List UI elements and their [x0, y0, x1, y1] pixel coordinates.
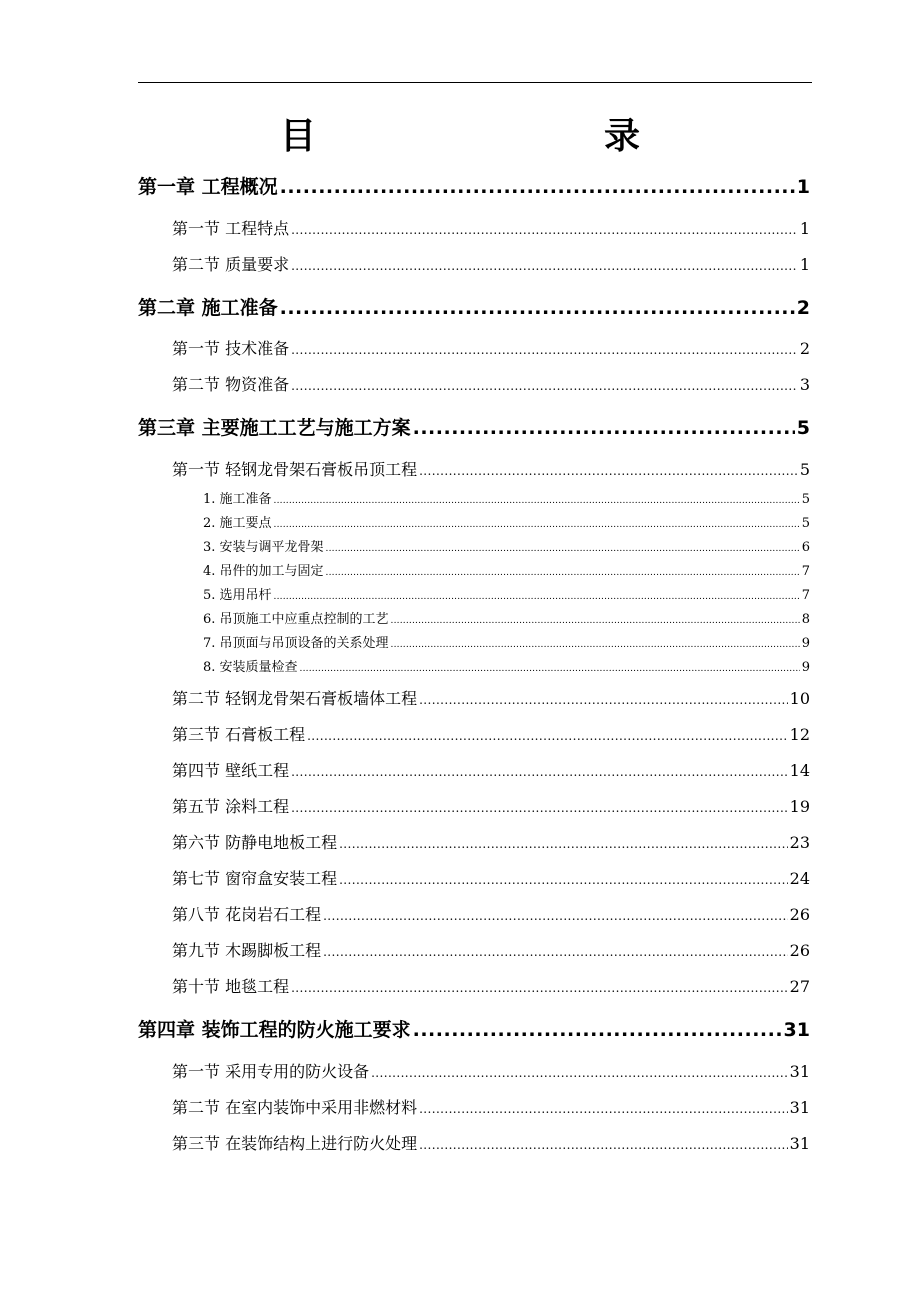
toc-section-entry[interactable]: [172, 336, 810, 359]
toc-entry-label: 第一节 工程特点: [172, 219, 290, 238]
toc-entry-page: 26: [789, 905, 810, 924]
leader-dots: [280, 176, 795, 198]
toc-section-entry[interactable]: [172, 722, 810, 745]
toc-section-entry[interactable]: [172, 794, 810, 817]
toc-entry-page: 6: [801, 540, 810, 555]
toc-entry-page: 10: [789, 689, 810, 708]
toc-entry-label: 第十节 地毯工程: [172, 977, 290, 996]
toc-entry-page: 14: [789, 761, 810, 780]
leader-dots: [419, 1138, 788, 1152]
leader-dots: [291, 765, 788, 779]
toc-entry-label: 6. 吊顶施工中应重点控制的工艺: [203, 612, 389, 627]
leader-dots: [274, 496, 800, 506]
toc-entry-page: 1: [796, 176, 810, 198]
toc-item-entry[interactable]: [203, 608, 810, 627]
toc-entry-page: 3: [799, 375, 810, 394]
toc-entry-page: 31: [789, 1134, 810, 1153]
leader-dots: [291, 259, 798, 273]
toc-section-entry[interactable]: [172, 457, 810, 480]
toc-entry-label: 第二节 物资准备: [172, 375, 290, 394]
leader-dots: [291, 223, 798, 237]
toc-entry-label: 5. 选用吊杆: [203, 588, 272, 603]
toc-item-entry[interactable]: [203, 536, 810, 555]
toc-entry-label: 第九节 木踢脚板工程: [172, 941, 322, 960]
toc-entry-label: 第一章 工程概况: [138, 176, 278, 198]
toc-entry-page: 23: [789, 833, 810, 852]
toc-item-entry[interactable]: [203, 560, 810, 579]
leader-dots: [413, 1019, 782, 1041]
toc-section-entry[interactable]: [172, 1059, 810, 1082]
toc-chapter-entry[interactable]: [138, 293, 810, 320]
leader-dots: [339, 837, 788, 851]
leader-dots: [291, 379, 798, 393]
toc-entry-label: 第三节 石膏板工程: [172, 725, 306, 744]
toc-entry-page: 24: [789, 869, 810, 888]
toc-section-entry[interactable]: [172, 1095, 810, 1118]
toc-entry-label: 4. 吊件的加工与固定: [203, 564, 324, 579]
leader-dots: [326, 568, 800, 578]
toc-chapter-entry[interactable]: [138, 172, 810, 199]
toc-entry-label: 第三节 在装饰结构上进行防火处理: [172, 1134, 418, 1153]
toc-section-entry[interactable]: [172, 974, 810, 997]
toc-entry-label: 第二节 质量要求: [172, 255, 290, 274]
toc-entry-page: 12: [789, 725, 810, 744]
toc-entry-page: 5: [801, 492, 810, 507]
toc-entry-label: 第八节 花岗岩石工程: [172, 905, 322, 924]
leader-dots: [419, 693, 788, 707]
toc-chapter-entry[interactable]: [138, 1015, 810, 1042]
toc-entry-page: 1: [799, 255, 810, 274]
toc-entry-page: 1: [799, 219, 810, 238]
toc-entry-page: 27: [789, 977, 810, 996]
toc-entry-label: 第三章 主要施工工艺与施工方案: [138, 417, 411, 439]
leader-dots: [323, 909, 788, 923]
toc-entry-label: 第一节 轻钢龙骨架石膏板吊顶工程: [172, 460, 418, 479]
toc-entry-page: 31: [789, 1062, 810, 1081]
leader-dots: [419, 1102, 788, 1116]
toc-entry-label: 第二章 施工准备: [138, 297, 278, 319]
toc-entry-page: 9: [801, 636, 810, 651]
toc-entry-label: 7. 吊顶面与吊顶设备的关系处理: [203, 636, 389, 651]
toc-item-entry[interactable]: [203, 656, 810, 675]
leader-dots: [274, 592, 800, 602]
leader-dots: [300, 664, 800, 674]
toc-section-entry[interactable]: [172, 252, 810, 275]
toc-entry-page: 9: [801, 660, 810, 675]
toc-section-entry[interactable]: [172, 830, 810, 853]
toc-item-entry[interactable]: [203, 488, 810, 507]
leader-dots: [391, 640, 800, 650]
toc-entry-page: 7: [801, 564, 810, 579]
toc-entry-label: 第六节 防静电地板工程: [172, 833, 338, 852]
toc-entry-page: 31: [783, 1019, 810, 1041]
toc-entry-page: 7: [801, 588, 810, 603]
toc-entry-label: 8. 安装质量检查: [203, 660, 298, 675]
leader-dots: [413, 417, 795, 439]
leader-dots: [291, 343, 798, 357]
toc-section-entry[interactable]: [172, 938, 810, 961]
toc-entry-label: 第四章 装饰工程的防火施工要求: [138, 1019, 411, 1041]
toc-entry-label: 第一节 技术准备: [172, 339, 290, 358]
leader-dots: [307, 729, 788, 743]
toc-entry-page: 31: [789, 1098, 810, 1117]
toc-entry-page: 5: [801, 516, 810, 531]
leader-dots: [326, 544, 800, 554]
leader-dots: [280, 297, 795, 319]
toc-entry-page: 26: [789, 941, 810, 960]
toc-section-entry[interactable]: [172, 758, 810, 781]
toc-chapter-entry[interactable]: [138, 413, 810, 440]
leader-dots: [291, 801, 788, 815]
toc-entry-page: 19: [789, 797, 810, 816]
leader-dots: [291, 981, 788, 995]
toc-entry-page: 2: [799, 339, 810, 358]
leader-dots: [323, 945, 788, 959]
toc-entry-label: 2. 施工要点: [203, 516, 272, 531]
toc-entry-label: 第二节 轻钢龙骨架石膏板墙体工程: [172, 689, 418, 708]
toc-section-entry[interactable]: [172, 866, 810, 889]
leader-dots: [391, 616, 800, 626]
toc-entry-label: 第二节 在室内装饰中采用非燃材料: [172, 1098, 418, 1117]
toc-section-entry[interactable]: [172, 1131, 810, 1154]
toc-item-entry[interactable]: [203, 632, 810, 651]
toc-entry-page: 5: [799, 460, 810, 479]
leader-dots: [274, 520, 800, 530]
leader-dots: [339, 873, 788, 887]
toc-entry-label: 1. 施工准备: [203, 492, 272, 507]
toc-entry-label: 第四节 壁纸工程: [172, 761, 290, 780]
toc-entry-page: 2: [796, 297, 810, 319]
toc-title: 目 录: [279, 116, 712, 157]
leader-dots: [419, 464, 798, 478]
toc-entry-label: 第五节 涂料工程: [172, 797, 290, 816]
toc-section-entry[interactable]: [172, 372, 810, 395]
toc-entry-page: 8: [801, 612, 810, 627]
toc-section-entry[interactable]: [172, 902, 810, 925]
toc-section-entry[interactable]: [172, 216, 810, 239]
toc-item-entry[interactable]: [203, 512, 810, 531]
leader-dots: [371, 1066, 788, 1080]
toc-item-entry[interactable]: [203, 584, 810, 603]
toc-entry-page: 5: [796, 417, 810, 439]
toc-entry-label: 3. 安装与调平龙骨架: [203, 540, 324, 555]
toc-section-entry[interactable]: [172, 686, 810, 709]
toc-entry-label: 第七节 窗帘盒安装工程: [172, 869, 338, 888]
toc-entry-label: 第一节 采用专用的防火设备: [172, 1062, 370, 1081]
